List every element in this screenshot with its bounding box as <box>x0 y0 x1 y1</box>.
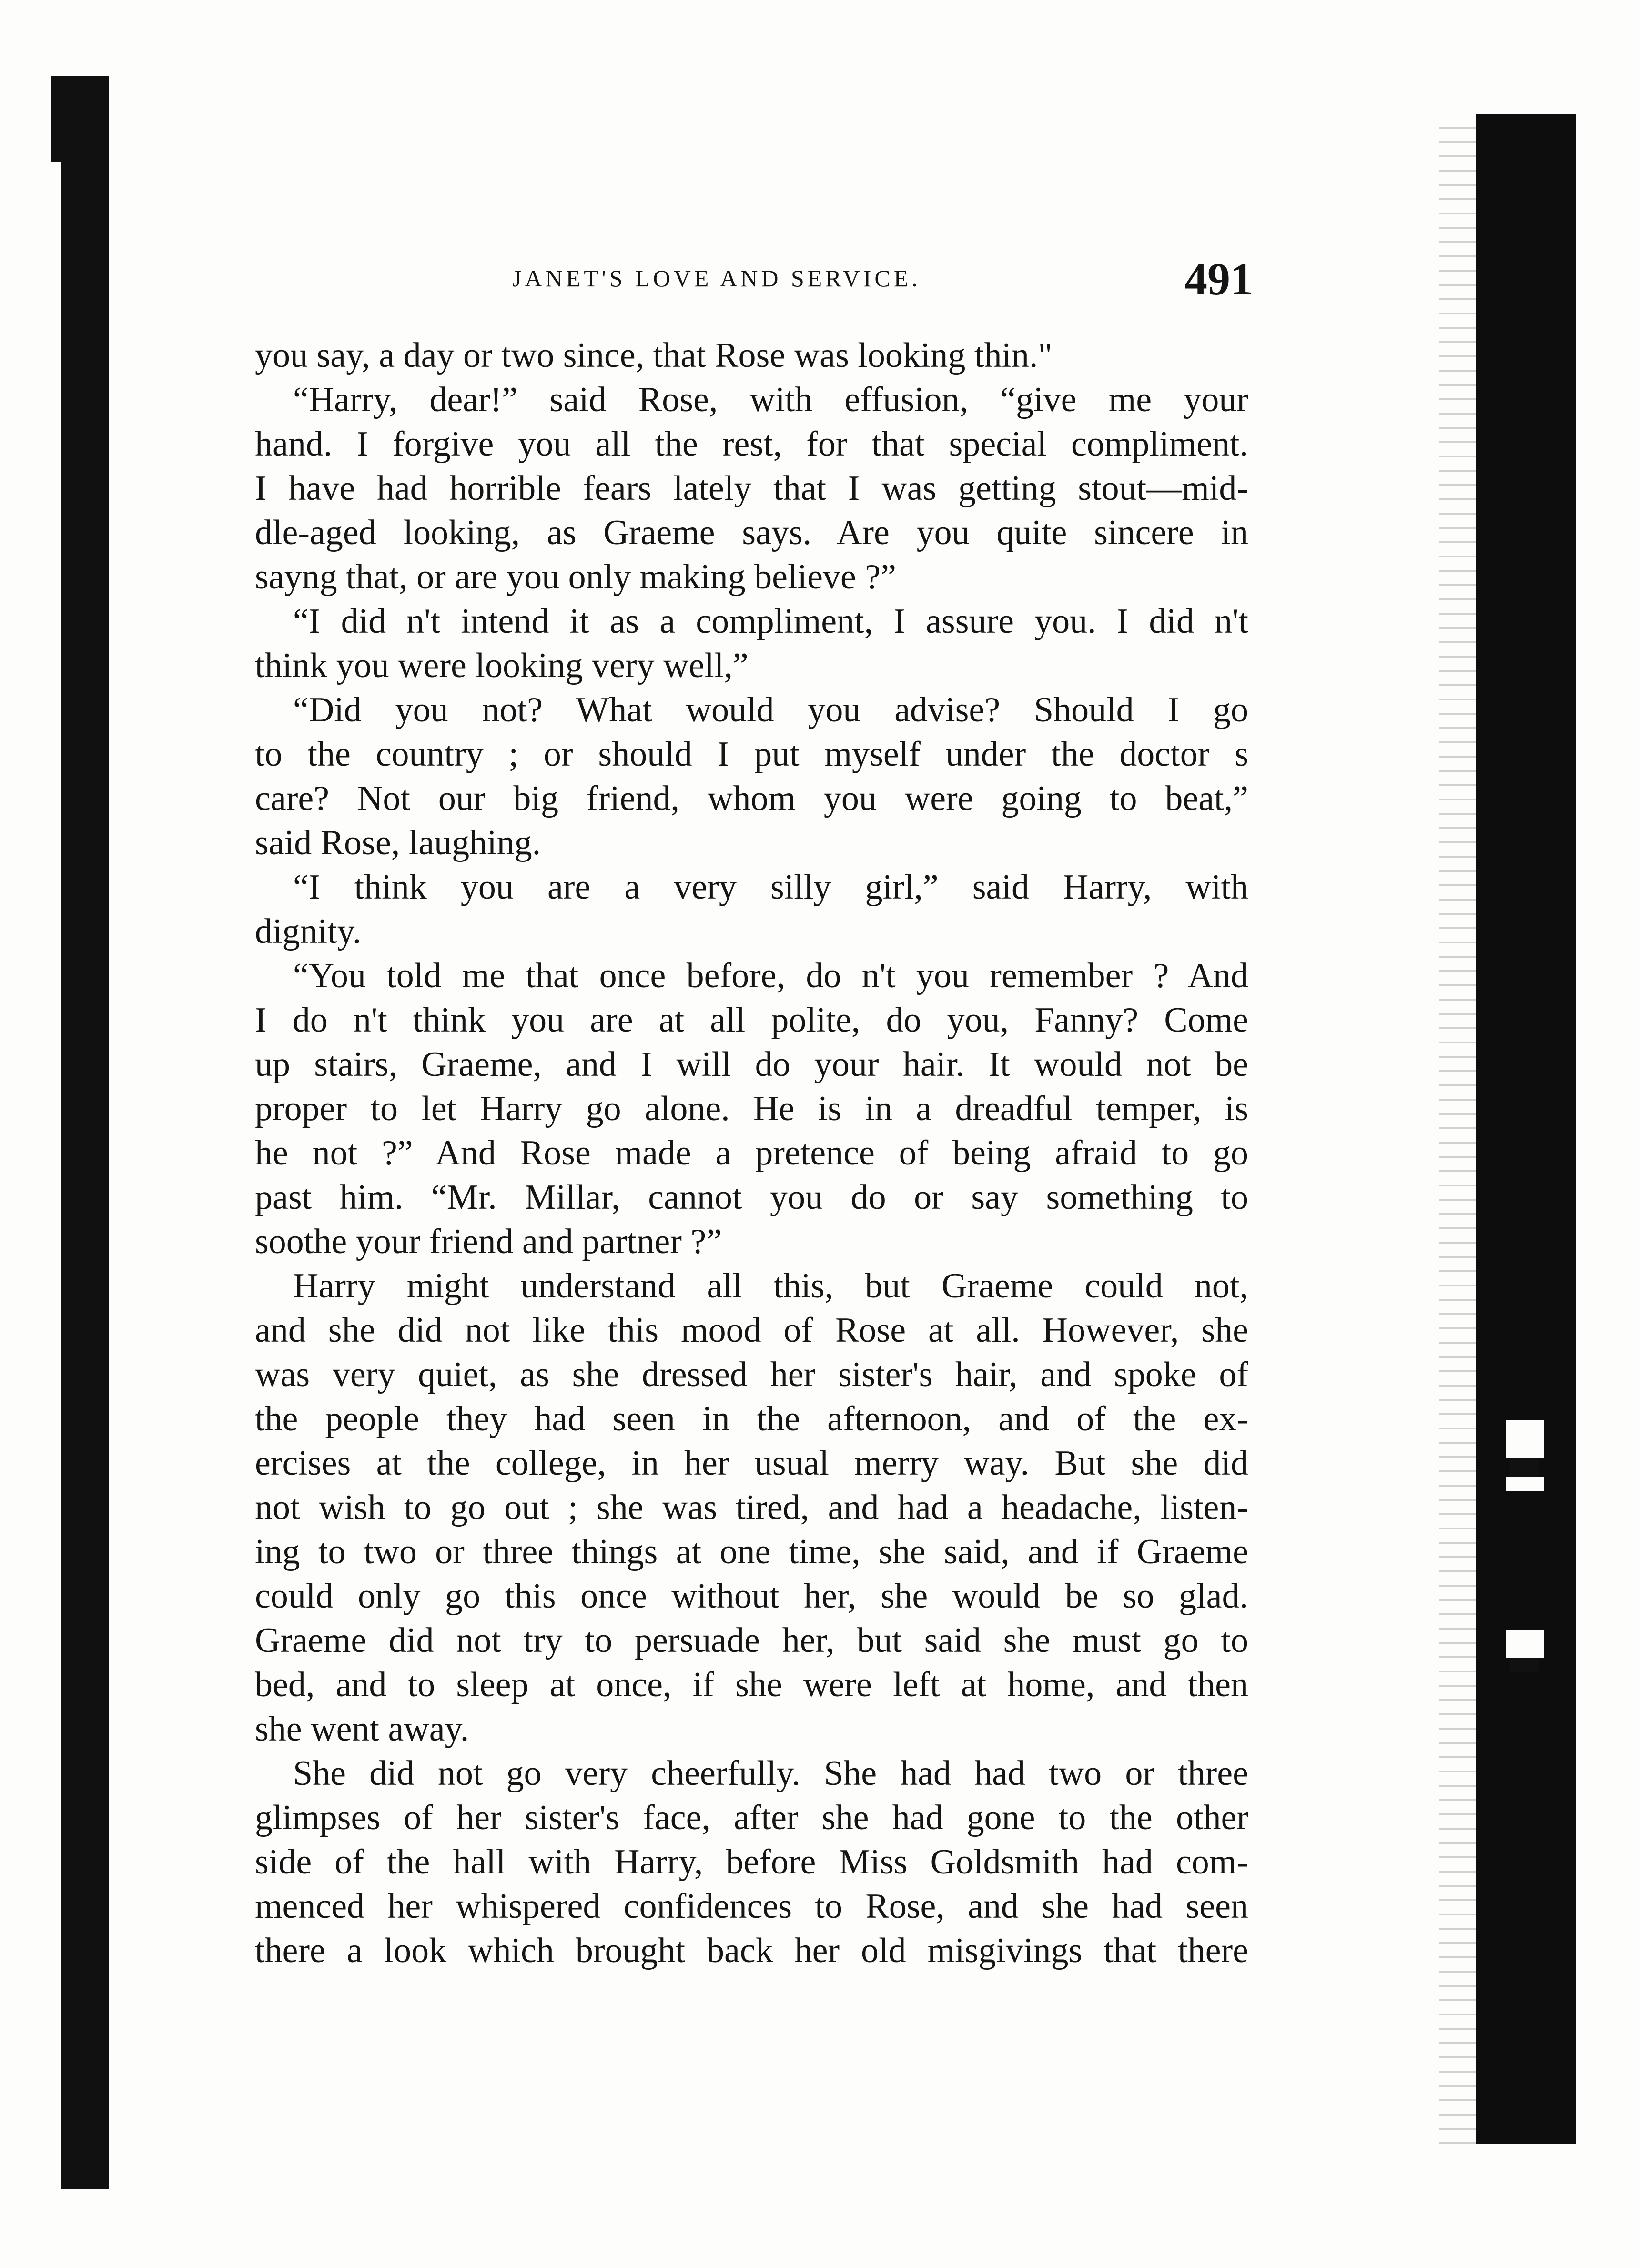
right-edge-mark <box>1510 1658 1539 1672</box>
text-line: “I did n't intend it as a compliment, I assure you. I did n't <box>293 602 1248 641</box>
text-line: proper to let Harry go alone. He is in a dreadful temper, is <box>255 1089 1248 1128</box>
text-line: to the country ; or should I put myself under the doctor s <box>255 735 1248 774</box>
text-line: the people they had seen in the afternoon, and of the ex- <box>255 1399 1248 1438</box>
text-line: “Did you not? What would you advise? Should I go <box>293 690 1248 729</box>
text-line: glimpses of her sister's face, after she had gone to the other <box>255 1798 1248 1837</box>
text-line: up stairs, Graeme, and I will do your hair. It would not be <box>255 1045 1248 1084</box>
text-line: dle-aged looking, as Graeme says. Are you quite sincere in <box>255 513 1248 552</box>
text-line: could only go this once without her, she would be so glad. <box>255 1577 1248 1616</box>
right-edge-mark <box>1510 1458 1539 1477</box>
text-line: dignity. <box>255 912 362 951</box>
text-line: said Rose, laughing. <box>255 823 541 862</box>
text-line: not wish to go out ; she was tired, and had a headache, listen- <box>255 1488 1248 1527</box>
page-number: 491 <box>1184 253 1253 304</box>
right-page-edge <box>1476 114 1576 2144</box>
text-line: ing to two or three things at one time, she said, and if Graeme <box>255 1532 1248 1571</box>
text-line: ercises at the college, in her usual merry way. But she did <box>255 1444 1248 1483</box>
text-line: and she did not like this mood of Rose at all. However, she <box>255 1311 1248 1350</box>
text-line: she went away. <box>255 1710 469 1749</box>
text-line: Harry might understand all this, but Graeme could not, <box>293 1266 1248 1306</box>
text-line: think you were looking very well,” <box>255 646 749 685</box>
right-edge-gap <box>1506 1420 1544 1458</box>
text-line: was very quiet, as she dressed her sister's hair, and spoke of <box>255 1355 1248 1394</box>
text-line: soothe your friend and partner ?” <box>255 1222 722 1261</box>
text-line: “I think you are a very silly girl,” said Harry, with <box>293 868 1248 907</box>
left-page-edge-top <box>51 76 62 162</box>
right-edge-gap <box>1506 1477 1544 1491</box>
text-line: She did not go very cheerfully. She had had two or three <box>293 1754 1248 1793</box>
right-edge-speckle <box>1439 114 1477 2144</box>
text-line: menced her whispered confidences to Rose, and she had seen <box>255 1887 1248 1926</box>
text-line: sayng that, or are you only making believe ?” <box>255 557 896 597</box>
text-line: bed, and to sleep at once, if she were left at home, and then <box>255 1665 1248 1704</box>
text-line: he not ?” And Rose made a pretence of being afraid to go <box>255 1134 1248 1173</box>
text-line: side of the hall with Harry, before Miss Goldsmith had com- <box>255 1843 1248 1882</box>
text-line: you say, a day or two since, that Rose was looking thin." <box>255 336 1053 375</box>
text-line: past him. “Mr. Millar, cannot you do or say something to <box>255 1178 1248 1217</box>
text-line: care? Not our big friend, whom you were going to beat,” <box>255 779 1248 818</box>
text-line: Graeme did not try to persuade her, but said she must go to <box>255 1621 1248 1660</box>
left-page-edge <box>61 76 109 2189</box>
text-line: I do n't think you are at all polite, do you, Fanny? Come <box>255 1001 1248 1040</box>
right-edge-gap <box>1506 1630 1544 1658</box>
text-line: “Harry, dear!” said Rose, with effusion, “give me your <box>293 380 1248 419</box>
text-line: hand. I forgive you all the rest, for that special compliment. <box>255 425 1248 464</box>
text-line: I have had horrible fears lately that I was getting stout—mid- <box>255 469 1248 508</box>
running-head: JANET'S LOVE AND SERVICE. <box>512 265 921 292</box>
text-line: there a look which brought back her old misgivings that there <box>255 1931 1248 1970</box>
text-line: “You told me that once before, do n't you remember ? And <box>293 956 1248 995</box>
body-text <box>255 334 1248 1973</box>
